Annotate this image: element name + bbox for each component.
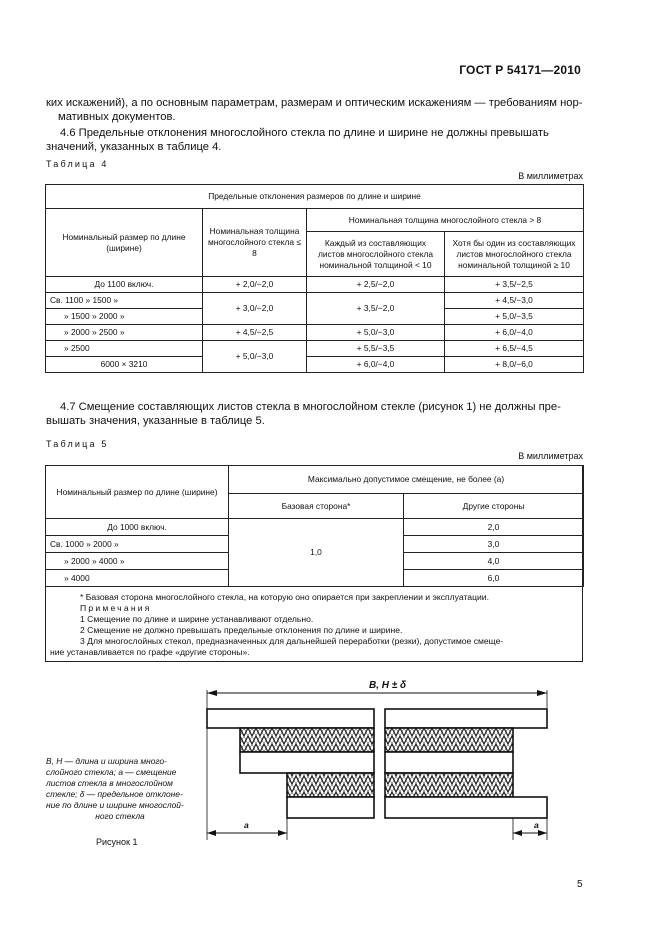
table5-base-value: 1,0: [229, 519, 404, 587]
table-cell: Св. 1000 » 2000 »: [46, 536, 229, 553]
table-cell: До 1100 включ.: [46, 277, 203, 293]
note-3-line-1: 3 Для многослойных стекол, предназначенных для дальнейшей переработки (резки), допустимое смеще-: [80, 636, 504, 646]
table4-units: В миллиметрах: [518, 171, 583, 181]
interlayer-lower-left: [287, 773, 374, 797]
section-4-7-line-1: 4.7 Смещение составляющих листов стекла в многослойном стекле (рисунок 1) не должны пре-: [60, 401, 561, 413]
table-cell: + 3,0/−2,0: [203, 293, 307, 325]
intro-line-1: ких искажений), а по основным параметрам, размерам и оптическим искажениям — требованиям нор-: [46, 97, 583, 109]
glass-sheet-middle-left: [240, 752, 374, 773]
table-cell: » 2000 » 4000 »: [46, 553, 229, 570]
interlayer-lower-right: [385, 773, 513, 797]
figure-caption-line: стекле; δ — предельное отклоне-: [46, 789, 183, 799]
notes-title: Примечания: [80, 603, 152, 613]
section-4-6-line-2: значений, указанных в таблице 4.: [46, 141, 222, 153]
table-cell: Св. 1100 » 1500 »: [46, 293, 203, 309]
page-number: 5: [577, 879, 583, 890]
figure-caption: [46, 756, 194, 822]
table-cell: + 3,5/−2,0: [307, 293, 445, 325]
note-2: 2 Смещение не должно превышать предельные отклонения по длине и ширине.: [80, 625, 403, 635]
document-header: ГОСТ Р 54171—2010: [459, 63, 581, 77]
table-cell: 4,0: [404, 553, 584, 570]
table-cell: + 2,0/−2,0: [203, 277, 307, 293]
dimension-label-total: B, H ± δ: [369, 680, 407, 691]
arrow-head: [207, 690, 217, 696]
figure-caption-line: слойного стекла; а — смещение: [46, 767, 177, 777]
table-cell: 6000 × 3210: [46, 357, 203, 373]
interlayer-upper-right: [385, 728, 513, 752]
table5-col-other: Другие стороны: [404, 494, 584, 519]
table-cell: + 5,5/−3,5: [307, 341, 445, 357]
figure-title: Рисунок 1: [96, 837, 138, 847]
table-cell: + 5,0/−3,0: [203, 341, 307, 373]
table5-caption: Таблица 5: [46, 439, 109, 449]
table-cell: + 6,0/−4,0: [307, 357, 445, 373]
arrow-head: [513, 830, 522, 836]
table-cell: + 6,0/−4,0: [445, 325, 584, 341]
figure-caption-line: ного стекла: [95, 811, 145, 821]
note-3-line-2: ние устанавливается по графе «другие стороны».: [50, 647, 250, 657]
table-cell: » 2500: [46, 341, 203, 357]
arrow-head: [278, 830, 287, 836]
table4-col-thin: Номинальная толщина многослойного стекла ≤ 8: [203, 209, 307, 277]
table-cell: До 1000 включ.: [46, 519, 229, 536]
table4-caption: Таблица 4: [46, 159, 109, 169]
arrow-head: [207, 830, 216, 836]
glass-sheet-top-right: [385, 709, 547, 728]
table4-col-size: Номинальный размер по длине (ширине): [46, 209, 203, 277]
section-4-6-line-1: 4.6 Предельные отклонения многослойного стекла по длине и ширине не должны превышать: [60, 127, 549, 139]
table-cell: » 4000: [46, 570, 229, 587]
arrow-head: [538, 830, 547, 836]
glass-sheet-middle-right: [385, 752, 513, 773]
table4-col-thick: Номинальная толщина многослойного стекла > 8: [307, 209, 584, 232]
section-4-7-line-2: вышать значения, указанные в таблице 5.: [46, 415, 265, 427]
table-cell: + 5,0/−3,5: [445, 309, 584, 325]
offset-label-left: a: [244, 820, 249, 830]
glass-sheet-top-left: [207, 709, 374, 728]
table5-units: В миллиметрах: [518, 451, 583, 461]
table-cell: + 4,5/−3,0: [445, 293, 584, 309]
table-cell: + 4,5/−2,5: [203, 325, 307, 341]
table-cell: + 2,5/−2,0: [307, 277, 445, 293]
glass-sheet-bottom-right: [385, 797, 547, 818]
figure-caption-line: листов стекла в многослойном: [46, 778, 173, 788]
table-cell: + 8,0/−6,0: [445, 357, 584, 373]
table-cell: + 6,5/−4,5: [445, 341, 584, 357]
table-cell: » 2000 » 2500 »: [46, 325, 203, 341]
table-cell: + 5,0/−3,0: [307, 325, 445, 341]
arrow-head: [537, 690, 547, 696]
glass-sheet-bottom-left: [287, 797, 374, 818]
table-cell: 2,0: [404, 519, 584, 536]
table-cell: + 3,5/−2,5: [445, 277, 584, 293]
table-cell: 3,0: [404, 536, 584, 553]
table4-col-any: Хотя бы один из составляющих листов многослойного стекла номинальной толщиной ≥ 10: [445, 232, 584, 277]
table-cell: 6,0: [404, 570, 584, 587]
table4-title: Предельные отклонения размеров по длине и ширине: [46, 185, 584, 209]
figure-caption-line: ние по длине и ширине многослой-: [46, 800, 184, 810]
figure-caption-line: B, H — длина и ширина много-: [46, 756, 167, 766]
table5-footnote: * Базовая сторона многослойного стекла, на которую оно опирается при закреплении и эксплуатации.: [80, 592, 489, 602]
interlayer-upper-left: [240, 728, 374, 752]
offset-label-right: a: [534, 820, 539, 830]
table5-col-base: Базовая сторона*: [229, 494, 404, 519]
table5-col-size: Номинальный размер по длине (ширине): [46, 466, 229, 519]
note-1: 1 Смещение по длине и ширине устанавливают отдельно.: [80, 614, 314, 624]
table5-col-max: Максимально допустимое смещение, не более (а): [229, 466, 584, 494]
intro-line-2: мативных документов.: [58, 111, 176, 123]
table-cell: » 1500 » 2000 »: [46, 309, 203, 325]
table4-col-each: Каждый из составляющих листов многослойного стекла номинальной толщиной < 10: [307, 232, 445, 277]
